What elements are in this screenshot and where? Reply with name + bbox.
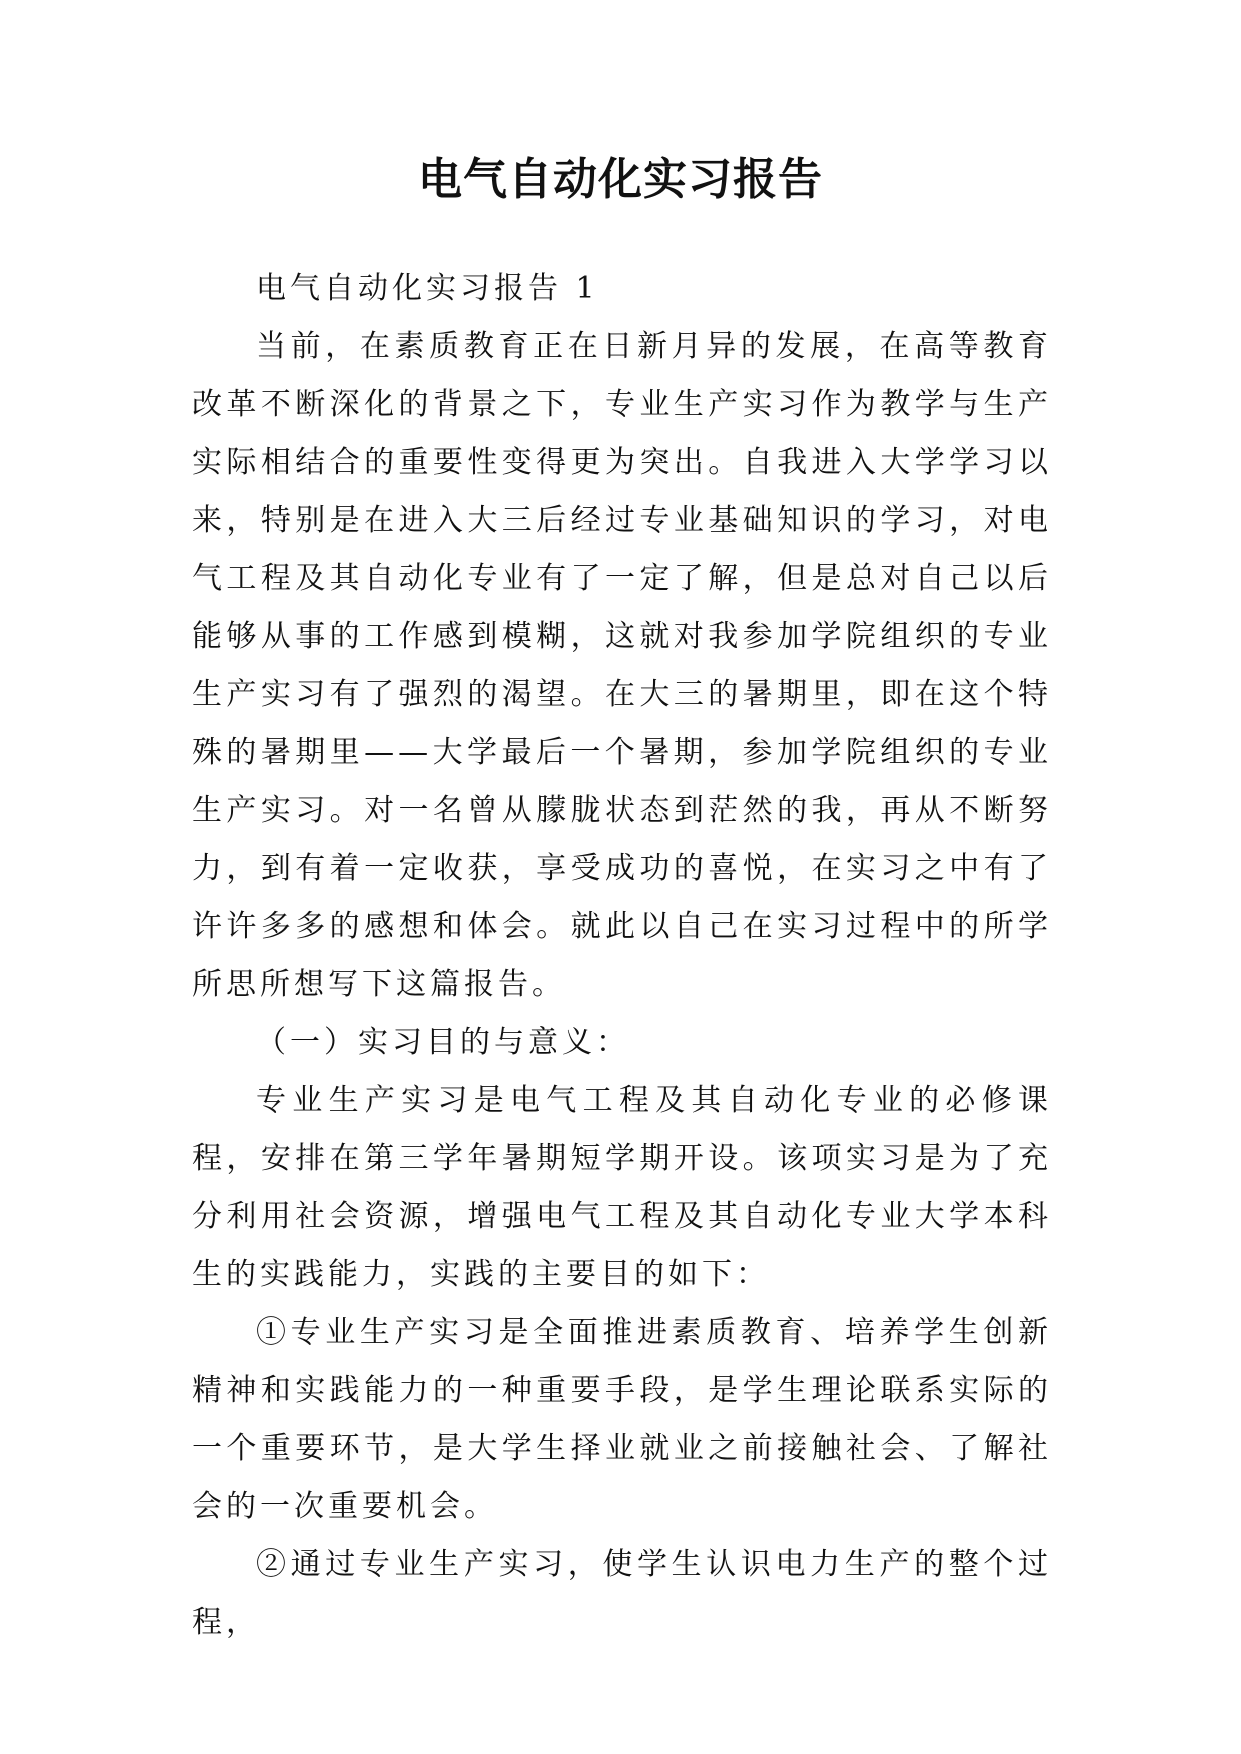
report-heading: 电气自动化实习报告 1 [256, 271, 599, 306]
paragraph-purpose: 专业生产实习是电气工程及其自动化专业的必修课程，安排在第三学年暑期短学期开设。该项实习是为了充分利用社会资源，增强电气工程及其自动化专业大学本科生的实践能力，实践的主要目的如下： [192, 1083, 1052, 1292]
section-heading-purpose: （一）实习目的与意义： [256, 1025, 630, 1060]
document-body [192, 260, 1052, 1652]
document-title: 电气自动化实习报告 [418, 154, 823, 205]
paragraph-point-2: ②通过专业生产实习，使学生认识电力生产的整个过程， [192, 1547, 1052, 1640]
paragraph-point-1: ①专业生产实习是全面推进素质教育、培养学生创新精神和实践能力的一种重要手段，是学生理论联系实际的一个重要环节，是大学生择业就业之前接触社会、了解社会的一次重要机会。 [192, 1315, 1052, 1524]
paragraph-intro: 当前，在素质教育正在日新月异的发展，在高等教育改革不断深化的背景之下，专业生产实习作为教学与生产实际相结合的重要性变得更为突出。自我进入大学学习以来，特别是在进入大三后经过专业基础知识的学习，对电气工程及其自动化专业有了一定了解，但是总对自己以后能够从事的工作感到模糊，这就对我参加学院组织的专业生产实习有了强烈的渴望。在大三的暑期里，即在这个特殊的暑期里——大学最后一个暑期，参加学院组织的专业生产实习。对一名曾从朦胧状态到茫然的我，再从不断努力，到有着一定收获，享受成功的喜悦，在实习之中有了许许多多的感想和体会。就此以自己在实习过程中的所学所思所想写下这篇报告。 [192, 329, 1052, 1002]
